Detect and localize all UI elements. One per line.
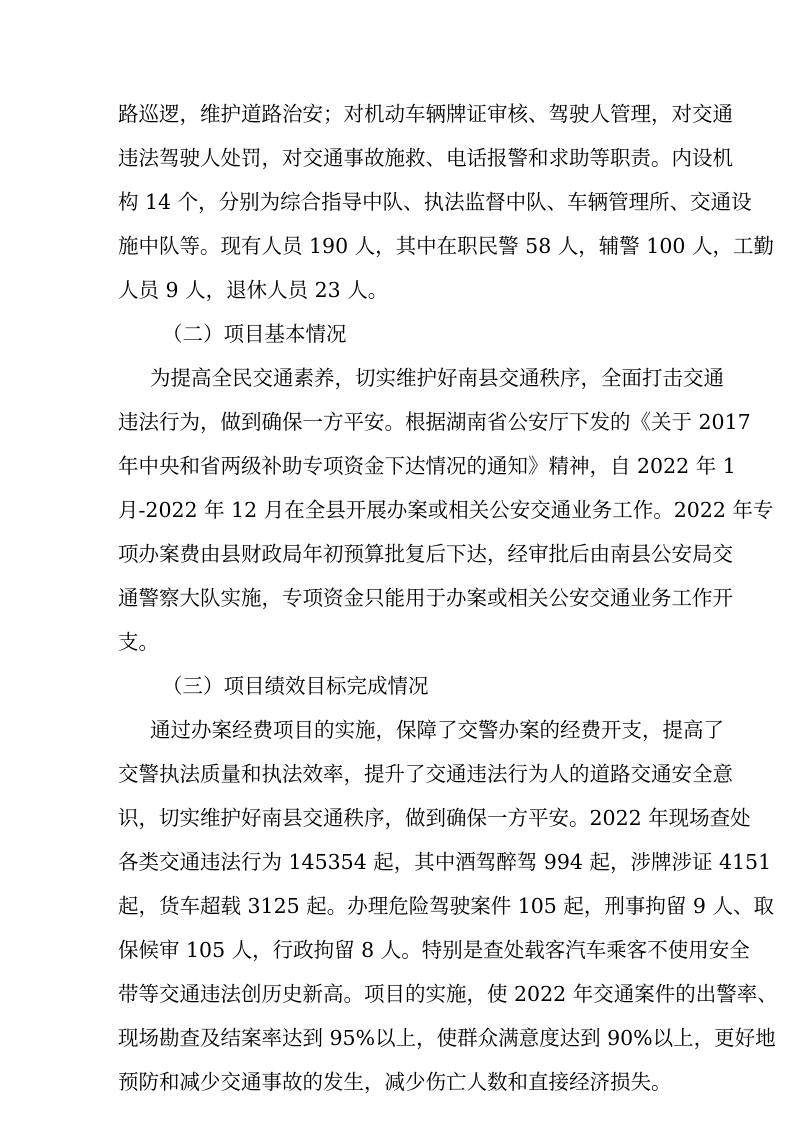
body-text-line: 路巡逻，维护道路治安；对机动车辆牌证审核、驾驶人管理，对交通 <box>118 102 733 126</box>
body-text-line: 识，切实维护好南县交通秩序，做到确保一方平安。2022 年现场查处 <box>118 806 751 830</box>
body-text-line: 人员 9 人，退休人员 23 人。 <box>118 278 389 302</box>
body-text-line: 违法驾驶人处罚，对交通事故施救、电话报警和求助等职责。内设机 <box>118 146 733 170</box>
body-text-line: 各类交通违法行为 145354 起，其中酒驾醉驾 994 起，涉牌涉证 4151 <box>118 850 772 874</box>
body-text-line: 现场勘查及结案率达到 95%以上，使群众满意度达到 90%以上，更好地 <box>118 1026 776 1050</box>
body-text-line: 保候审 105 人，行政拘留 8 人。特别是查处载客汽车乘客不使用安全 <box>118 938 750 962</box>
section-heading: （三）项目绩效目标完成情况 <box>162 674 429 698</box>
body-text-line: 通警察大队实施，专项资金只能用于办案或相关公安交通业务工作开 <box>118 586 733 610</box>
body-text-line: 起，货车超载 3125 起。办理危险驾驶案件 105 起，刑事拘留 9 人、取 <box>118 894 774 918</box>
body-text-line: 月-2022 年 12 月在全县开展办案或相关公安交通业务工作。2022 年专 <box>118 498 774 522</box>
body-text-line: 支。 <box>118 630 159 654</box>
paragraph-first-line: 通过办案经费项目的实施，保障了交警办案的经费开支，提高了 <box>150 718 724 742</box>
body-text-line: 施中队等。现有人员 190 人，其中在职民警 58 人，辅警 100 人，工勤 <box>118 234 774 258</box>
body-text-line: 违法行为，做到确保一方平安。根据湖南省公安厅下发的《关于 2017 <box>118 410 751 434</box>
body-text-line: 构 14 个，分别为综合指导中队、执法监督中队、车辆管理所、交通设 <box>118 190 752 214</box>
body-text-line: 年中央和省两级补助专项资金下达情况的通知》精神，自 2022 年 1 <box>118 454 736 478</box>
body-text-line: 带等交通违法创历史新高。项目的实施，使 2022 年交通案件的出警率、 <box>118 982 778 1006</box>
paragraph-first-line: 为提高全民交通素养，切实维护好南县交通秩序，全面打击交通 <box>150 366 724 390</box>
body-text-line: 项办案费由县财政局年初预算批复后下达，经审批后由南县公安局交 <box>118 542 733 566</box>
body-text-line: 预防和减少交通事故的发生，减少伤亡人数和直接经济损失。 <box>118 1070 672 1094</box>
body-text-line: 交警执法质量和执法效率，提升了交通违法行为人的道路交通安全意 <box>118 762 733 786</box>
section-heading: （二）项目基本情况 <box>162 322 347 346</box>
